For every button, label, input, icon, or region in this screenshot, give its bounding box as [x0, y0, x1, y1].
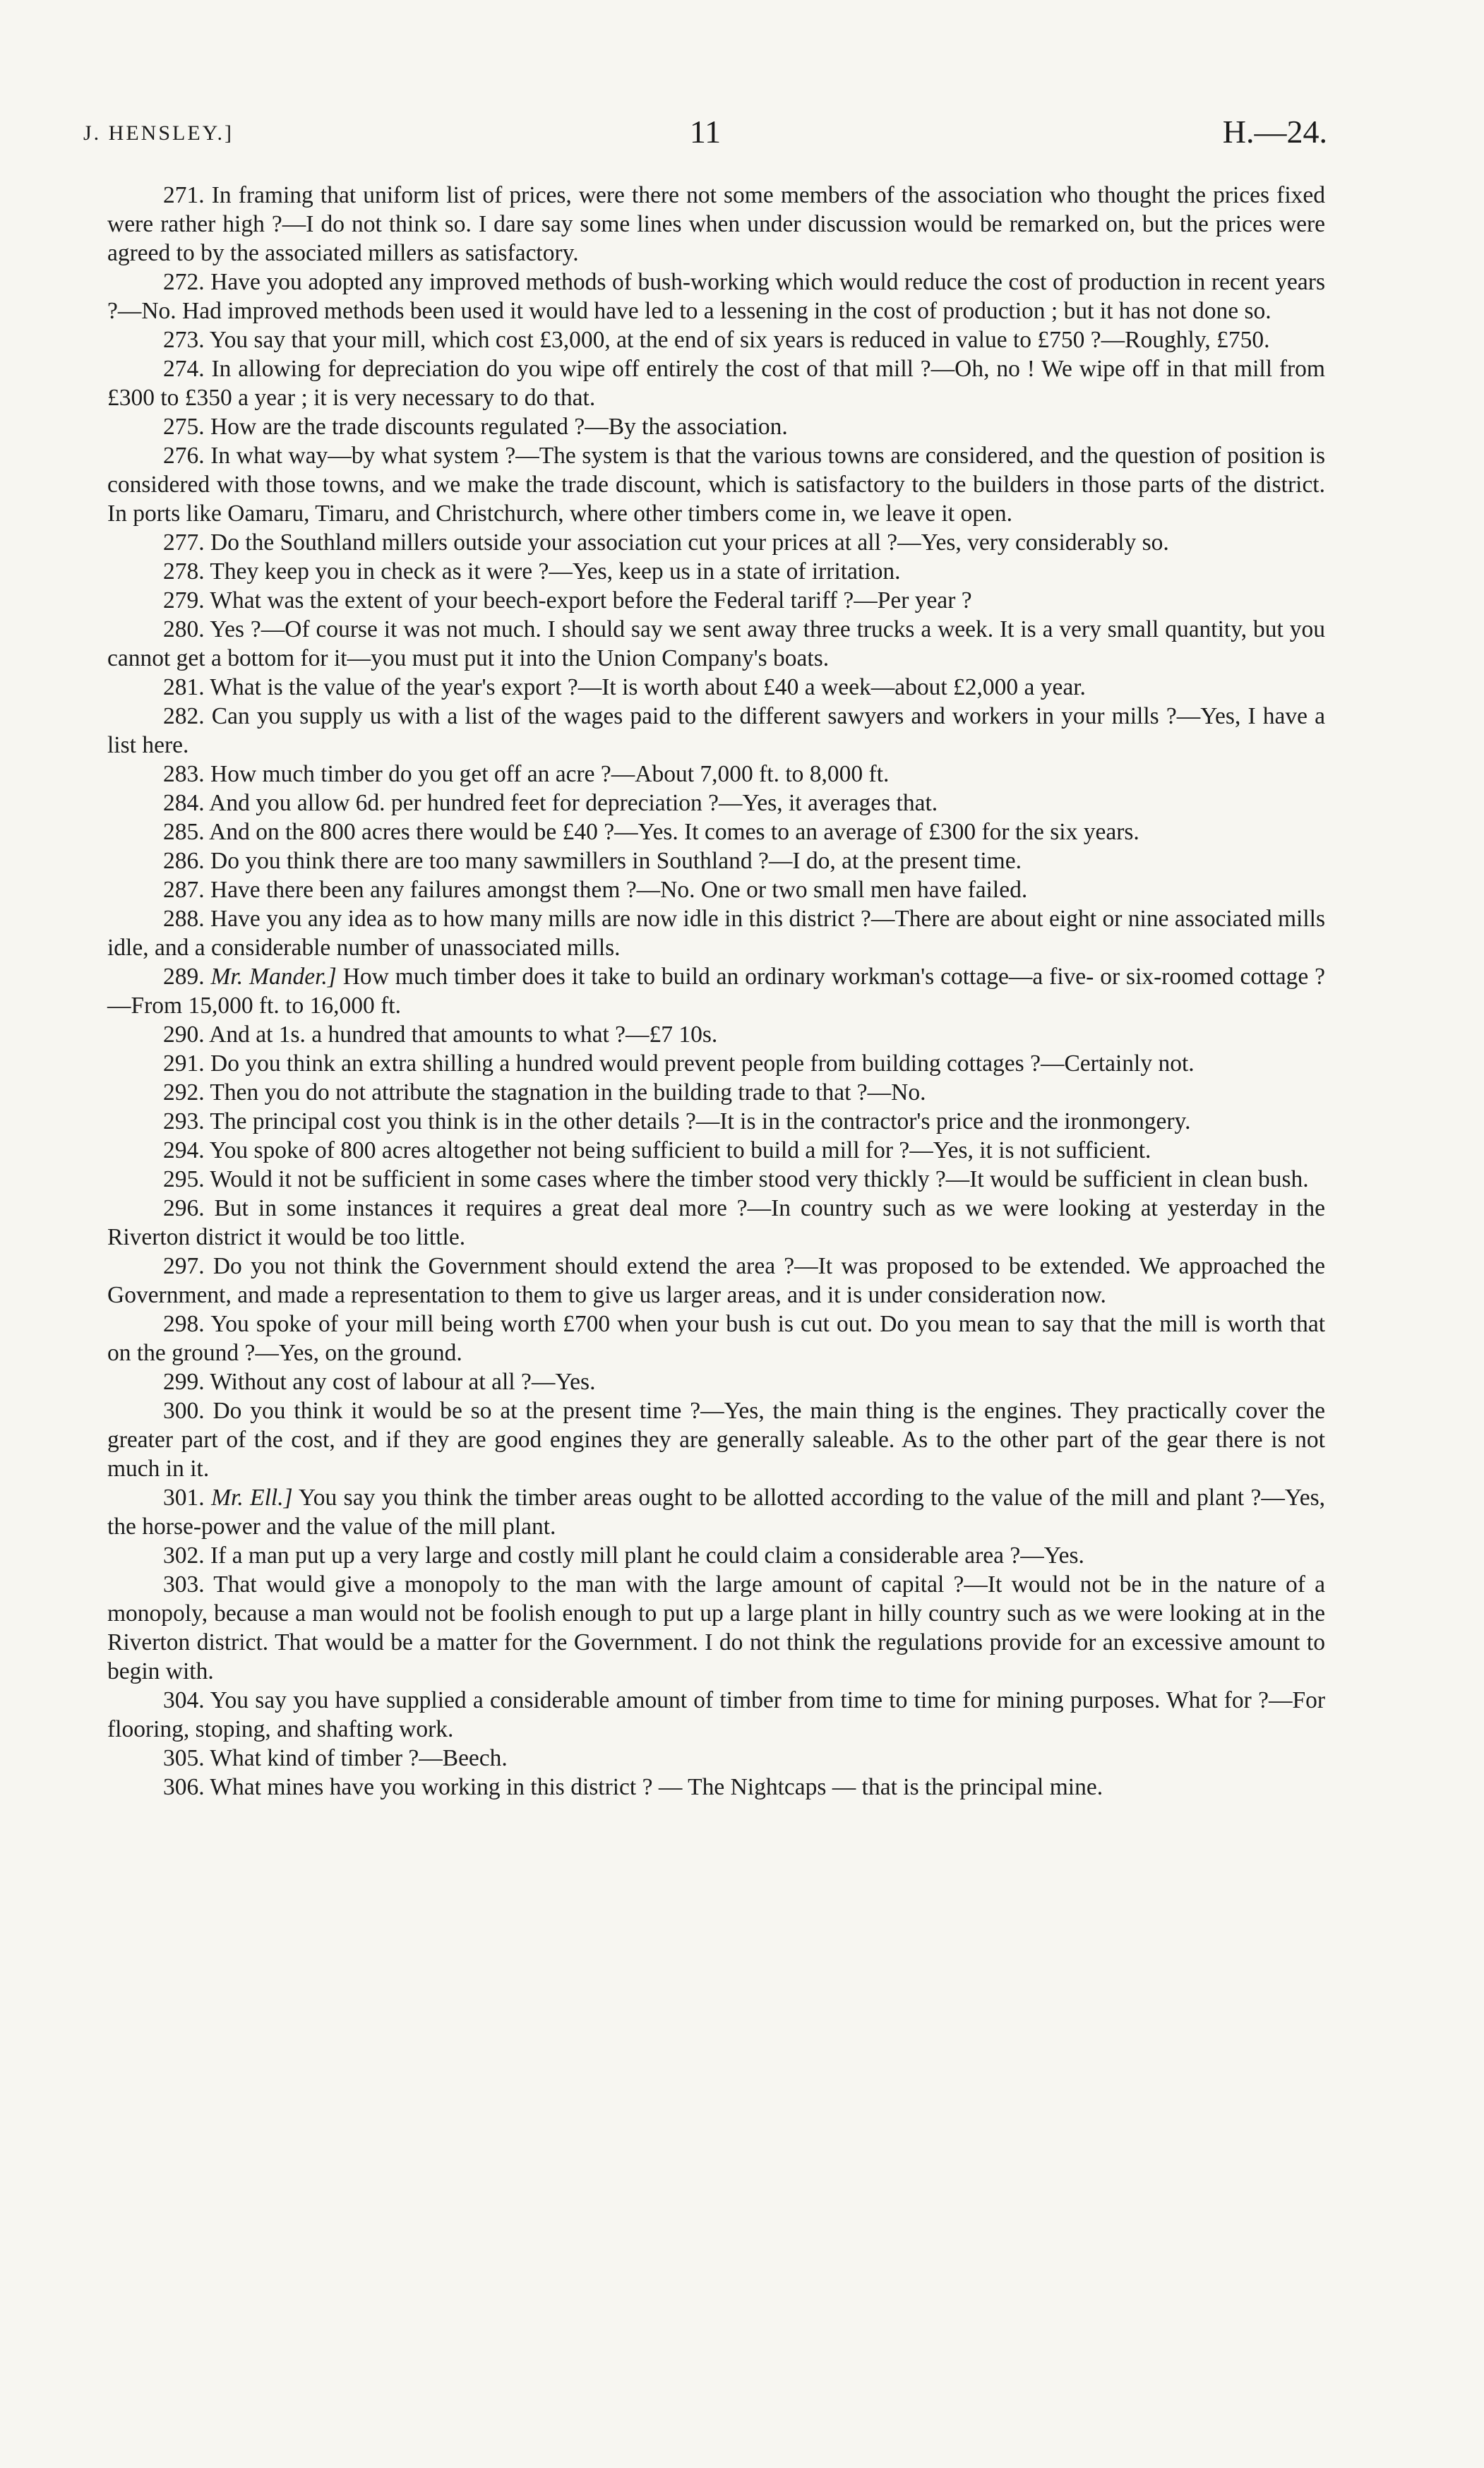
question-number: 289. — [163, 964, 205, 990]
question-290: 290. And at 1s. a hundred that amounts to what ?—£7 10s. — [163, 1022, 718, 1048]
question-278: 278. They keep you in check as it were ?—Yes, keep us in a state of irritation. — [163, 558, 901, 585]
question-302: 302. If a man put up a very large and costly mill plant he could claim a considerable area ?—Yes. — [163, 1542, 1084, 1569]
question-number: 301. — [163, 1485, 205, 1511]
question-273: 273. You say that your mill, which cost £3,000, at the end of six years is reduced in value to £750 ?—Roughly, £750. — [163, 327, 1270, 353]
question-280: 280. Yes ?—Of course it was not much. I should say we sent away three trucks a week. It is a very small quantity, but you cannot get a bottom for it—you must put it into the Union Company's boats. — [107, 616, 1325, 671]
question-294: 294. You spoke of 800 acres altogether not being sufficient to build a mill for ?—Yes, it is not sufficient. — [163, 1137, 1151, 1163]
question-303: 303. That would give a monopoly to the man with the large amount of capital ?—It would not be in the nature of a monopoly, because a man would not be foolish enough to put up a large plant in hilly country such as we were looking at in the Riverton district. That would be a matter for the Government. I do not think the regulations provide for an excessive amount to begin with. — [107, 1571, 1325, 1684]
question-300: 300. Do you think it would be so at the present time ?—Yes, the main thing is the engines. They practically cover the greater part of the cost, and if they are good engines they are generally saleable. As to the other part of the gear there is not much in it. — [107, 1398, 1325, 1482]
question-285: 285. And on the 800 acres there would be £40 ?—Yes. It comes to an average of £300 for the six years. — [163, 819, 1139, 845]
question-298: 298. You spoke of your mill being worth £700 when your bush is cut out. Do you mean to say that the mill is worth that on the ground ?—Yes, on the ground. — [107, 1311, 1325, 1366]
question-text: You say you think the timber areas ought to be allotted according to the value of the mill and plant ?—Yes, the horse-power and the value of the mill plant. — [107, 1485, 1325, 1540]
question-293: 293. The principal cost you think is in the other details ?—It is in the contractor's price and the ironmongery. — [163, 1108, 1191, 1134]
question-291: 291. Do you think an extra shilling a hundred would prevent people from building cottages ?—Certainly not. — [163, 1050, 1195, 1077]
question-286: 286. Do you think there are too many sawmillers in Southland ?—I do, at the present time. — [163, 848, 1022, 874]
witness-name: J. HENSLEY.] — [83, 121, 234, 145]
question-287: 287. Have there been any failures amongst them ?—No. One or two small men have failed. — [163, 877, 1028, 903]
question-305: 305. What kind of timber ?—Beech. — [163, 1745, 508, 1771]
page-header — [83, 113, 1327, 155]
question-292: 292. Then you do not attribute the stagnation in the building trade to that ?—No. — [163, 1079, 926, 1106]
question-281: 281. What is the value of the year's export ?—It is worth about £40 a week—about £2,000 a year. — [163, 674, 1086, 700]
question-279: 279. What was the extent of your beech-export before the Federal tariff ?—Per year ? — [163, 587, 972, 613]
question-299: 299. Without any cost of labour at all ?—Yes. — [163, 1369, 596, 1395]
question-296: 296. But in some instances it requires a great deal more ?—In country such as we were looking at yesterday in the Riverton district it would be too little. — [107, 1195, 1325, 1250]
document-reference: H.—24. — [1222, 114, 1327, 150]
question-272: 272. Have you adopted any improved methods of bush-working which would reduce the cost of production in recent years ?—No. Had improved methods been used it would have led to a lessening in the cost of production ; but it has not done so. — [107, 269, 1325, 324]
question-277: 277. Do the Southland millers outside your association cut your prices at all ?—Yes, very considerably so. — [163, 529, 1169, 556]
question-304: 304. You say you have supplied a considerable amount of timber from time to time for mining purposes. What for ?—For flooring, stoping, and shafting work. — [107, 1687, 1325, 1742]
page-number: 11 — [689, 114, 722, 150]
question-276: 276. In what way—by what system ?—The system is that the various towns are considered, and the question of position is considered with those towns, and we make the trade discount, which is satisfactory to the builders in those parts of the district. In ports like Oamaru, Timaru, and Christchurch, where other timbers come in, we leave it open. — [107, 443, 1325, 527]
question-295: 295. Would it not be sufficient in some cases where the timber stood very thickly ?—It would be sufficient in clean bush. — [163, 1166, 1309, 1192]
question-271: 271. In framing that uniform list of prices, were there not some members of the association who thought the prices fixed were rather high ?—I do not think so. I dare say some lines when under discussion would be remarked on, but the prices were agreed to by the associated millers as satisfactory. — [107, 182, 1325, 266]
question-297: 297. Do you not think the Government should extend the area ?—It was proposed to be extended. We approached the Government, and made a representation to them to give us larger areas, and it is under consideration now. — [107, 1253, 1325, 1308]
question-283: 283. How much timber do you get off an acre ?—About 7,000 ft. to 8,000 ft. — [163, 761, 890, 787]
question-text: How much timber does it take to build an ordinary workman's cottage—a five- or six-roomed cottage ?—From 15,000 ft. to 16,000 ft. — [107, 964, 1326, 1019]
testimony-body — [107, 181, 1325, 1802]
question-275: 275. How are the trade discounts regulated ?—By the association. — [163, 414, 788, 440]
question-282: 282. Can you supply us with a list of the wages paid to the different sawyers and workers in your mills ?—Yes, I have a list here. — [107, 703, 1325, 758]
question-306: 306. What mines have you working in this district ? — The Nightcaps — that is the principal mine. — [163, 1774, 1103, 1800]
question-284: 284. And you allow 6d. per hundred feet for depreciation ?—Yes, it averages that. — [163, 790, 938, 816]
speaker-label: Mr. Ell.] — [211, 1485, 293, 1511]
question-288: 288. Have you any idea as to how many mills are now idle in this district ?—There are about eight or nine associated mills idle, and a considerable number of unassociated mills. — [107, 906, 1325, 961]
question-301 — [107, 1483, 1325, 1541]
question-274: 274. In allowing for depreciation do you wipe off entirely the cost of that mill ?—Oh, no ! We wipe off in that mill from £300 to £350 a year ; it is very necessary to do that. — [107, 356, 1325, 411]
question-289 — [107, 962, 1325, 1020]
speaker-label: Mr. Mander.] — [210, 964, 337, 990]
